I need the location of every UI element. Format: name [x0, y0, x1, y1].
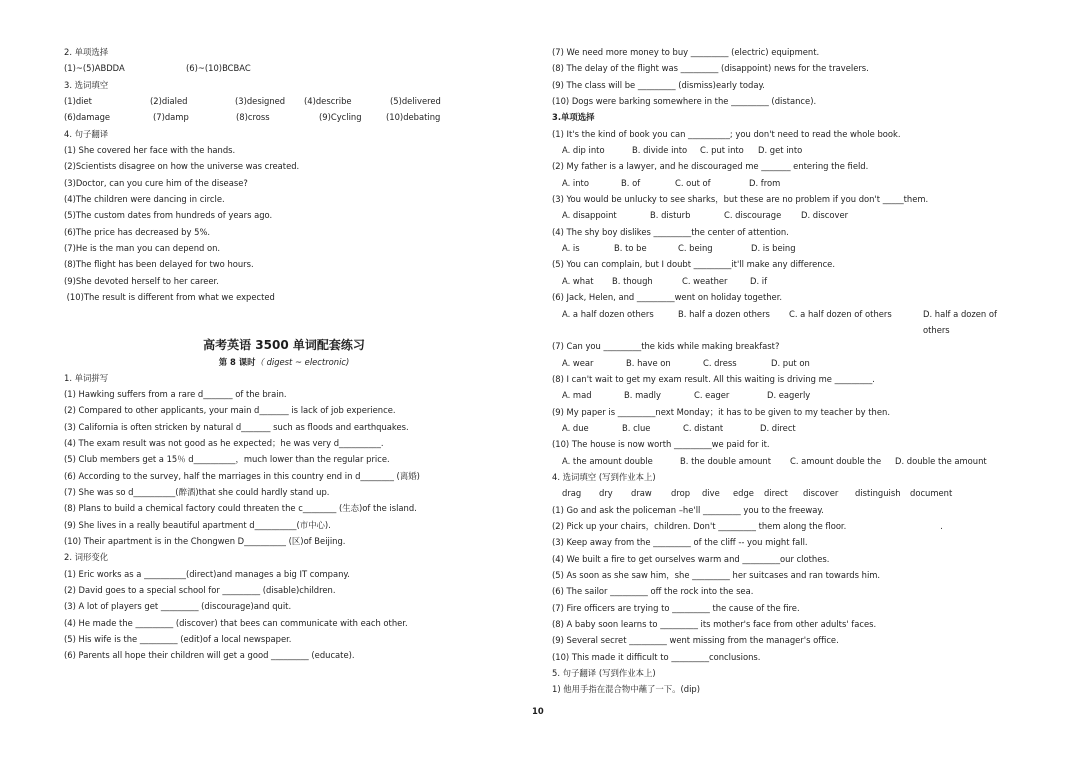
- option: C. a half dozen of others: [789, 308, 892, 319]
- exercise-line: (3) Keep away from the _________ of the cliff -- you might fall.: [552, 537, 808, 548]
- option: B. have on: [626, 357, 671, 368]
- exercise-line: (6) The sailor _________ off the rock into the sea.: [552, 586, 754, 597]
- exercise-line: (1) Hawking suffers from a rare d_______ of the brain.: [64, 388, 287, 399]
- option: B. divide into: [632, 145, 688, 156]
- word-bank: [552, 485, 1012, 501]
- exercise-line: (9) Several secret _________ went missing from the manager's office.: [552, 635, 839, 646]
- answer-line: (5)The custom dates from hundreds of years ago.: [64, 210, 273, 221]
- section-heading: 1. 单词拼写: [64, 372, 109, 383]
- right-column: [552, 44, 1012, 698]
- answer-cell: (8)cross: [236, 112, 270, 123]
- word-bank-item: dry: [599, 488, 613, 499]
- section-heading: 4. 句子翻译: [64, 128, 109, 139]
- exercise-line: (5) His wife is the _________ (edit)of a local newspaper.: [64, 634, 292, 644]
- exercise-line: 1) 他用手指在混合物中蘸了一下。(dip): [552, 684, 701, 695]
- question-line: (7) Can you _________the kids while making breakfast?: [552, 341, 780, 352]
- question-line: (1) It's the kind of book you can __________; you don't need to read the whole book.: [552, 128, 901, 139]
- answer-line: (3)Doctor, can you cure him of the disease?: [64, 177, 248, 188]
- option: C. amount double the: [790, 455, 882, 466]
- answer-line: (7)He is the man you can depend on.: [64, 243, 221, 254]
- option: A. the amount double: [562, 455, 653, 466]
- option: D. is being: [751, 243, 796, 254]
- exercise-line: (4) He made the _________ (discover) that bees can communicate with each other.: [64, 617, 408, 628]
- answer-line: (4)The children were dancing in circle.: [64, 194, 225, 205]
- answer-cell: (7)damp: [153, 112, 189, 123]
- word-range: （ digest ~ electronic): [255, 356, 350, 367]
- exercise-line: (8) A baby soon learns to _________ its mother's face from other adults' faces.: [552, 619, 877, 630]
- answer-cell: (5)delivered: [390, 96, 441, 107]
- word-bank-item: drop: [671, 488, 691, 499]
- answer-line: (9)She devoted herself to her career.: [64, 275, 219, 286]
- option: D. double the amount: [895, 455, 987, 466]
- option: A. into: [562, 177, 589, 188]
- section-heading: 4. 选词填空 (写到作业本上): [552, 471, 656, 482]
- option: D. put on: [771, 357, 810, 368]
- exercise-line: (2) David goes to a special school for _________ (disable)children.: [64, 584, 336, 595]
- options-row: [552, 207, 1012, 223]
- exercise-line: (1) Eric works as a __________(direct)and manages a big IT company.: [64, 568, 350, 579]
- word-bank-item: dive: [702, 488, 720, 499]
- exercise-line: (9) She lives in a really beautiful apartment d__________(市中心).: [64, 519, 331, 530]
- options-row: [552, 240, 1012, 256]
- option: A. wear: [562, 357, 594, 368]
- answer-line: (2)Scientists disagree on how the universe was created.: [64, 161, 300, 172]
- question-line: (2) My father is a lawyer, and he discouraged me _______ entering the field.: [552, 161, 869, 172]
- exercise-line: (4) The exam result was not good as he expected；he was very d__________.: [64, 437, 384, 448]
- answer-row: [64, 60, 464, 76]
- question-line: (4) The shy boy dislikes _________the center of attention.: [552, 226, 789, 237]
- exercise-line: (5) As soon as she saw him，she _________ her suitcases and ran towards him.: [552, 570, 881, 580]
- answer-cell: (9)Cycling: [319, 112, 362, 123]
- section-heading: 3. 选词填空: [64, 79, 109, 90]
- answer-cell: (3)designed: [235, 96, 286, 107]
- answer-row: [64, 109, 464, 125]
- answer-cell: (1)~(5)ABDDA: [64, 63, 125, 74]
- word-bank-item: discover: [803, 488, 839, 499]
- option: D. if: [750, 275, 768, 286]
- page-number: 10: [532, 706, 544, 716]
- lesson-subtitle: [134, 354, 434, 370]
- page-title: 高考英语 3500 单词配套练习: [203, 337, 365, 352]
- options-row: [552, 420, 1012, 436]
- word-bank-item: edge: [733, 488, 754, 499]
- option: B. the double amount: [680, 455, 771, 466]
- option: A. is: [562, 243, 580, 254]
- section-heading: 5. 句子翻译 (写到作业本上): [552, 668, 656, 679]
- option: D. half a dozen of others: [923, 308, 997, 335]
- answer-cell: (6)damage: [64, 112, 111, 123]
- exercise-line: (10) This made it difficult to _________conclusions.: [552, 651, 761, 662]
- exercise-line: (5) Club members get a 15％ d__________，much lower than the regular price.: [64, 454, 390, 465]
- option: D. from: [749, 177, 781, 188]
- answer-line: (8)The flight has been delayed for two hours.: [64, 259, 254, 270]
- option: A. dip into: [562, 145, 605, 156]
- exercise-line: (9) The class will be _________ (dismiss)early today.: [552, 79, 765, 90]
- exercise-line: (7) Fire officers are trying to _________ the cause of the fire.: [552, 602, 800, 613]
- option: B. clue: [622, 422, 651, 433]
- option: B. though: [612, 275, 653, 286]
- option: D. discover: [801, 210, 849, 221]
- answer-line: (6)The price has decreased by 5%.: [64, 226, 211, 237]
- answer-cell: (1)diet: [64, 96, 92, 107]
- option: D. eagerly: [767, 390, 811, 401]
- options-row: [552, 306, 1012, 339]
- word-bank-item: draw: [631, 488, 652, 499]
- question-line: (3) You would be unlucky to see sharks，but these are no problem if you don't _____them.: [552, 194, 929, 205]
- answer-cell: (6)~(10)BCBAC: [186, 63, 251, 74]
- option: A. disappoint: [562, 210, 617, 221]
- exercise-line: (8) The delay of the flight was _________ (disappoint) news for the travelers.: [552, 63, 869, 74]
- word-bank-item: direct: [764, 488, 788, 499]
- exercise-line: [552, 518, 1012, 534]
- word-bank-item: drag: [562, 488, 582, 499]
- options-row: [552, 387, 1012, 403]
- option: D. direct: [760, 422, 796, 433]
- options-row: [552, 355, 1012, 371]
- left-column: [64, 44, 464, 664]
- exercise-line: (2) Compared to other applicants, your main d_______ is lack of job experience.: [64, 405, 396, 416]
- option: B. half a dozen others: [678, 308, 770, 319]
- option: A. due: [562, 422, 589, 433]
- option: C. dress: [703, 357, 737, 368]
- word-bank-item: distinguish: [855, 488, 901, 499]
- option: A. a half dozen others: [562, 308, 654, 319]
- answer-row: [64, 93, 464, 109]
- answer-line: (10)The result is different from what we expected: [64, 292, 275, 303]
- exercise-line: (8) Plans to build a chemical factory could threaten the c________ (生态)of the island.: [64, 503, 417, 514]
- exercise-line: (1) Go and ask the policeman –he'll _________ you to the freeway.: [552, 504, 824, 515]
- option: A. mad: [562, 390, 592, 401]
- option: C. discourage: [724, 210, 782, 221]
- section-heading: 2. 单项选择: [64, 47, 109, 57]
- question-line: (8) I can't wait to get my exam result. All this waiting is driving me _________.: [552, 373, 875, 384]
- exercise-line: (4) We built a fire to get ourselves warm and _________our clothes.: [552, 553, 830, 564]
- exercise-line: (10) Their apartment is in the Chongwen D__________ (区)of Beijing.: [64, 535, 346, 546]
- section-heading: 2. 词形变化: [64, 552, 109, 563]
- option: C. distant: [683, 422, 724, 433]
- options-row: [552, 142, 1012, 158]
- option: B. madly: [624, 390, 661, 401]
- options-row: [552, 175, 1012, 191]
- exercise-line: (3) California is often stricken by natural d_______ such as floods and earthquakes.: [64, 421, 409, 432]
- option: B. disturb: [650, 210, 691, 221]
- exercise-line: (6) Parents all hope their children will get a good _________ (educate).: [64, 650, 355, 661]
- option: A. what: [562, 275, 594, 286]
- word-bank-item: document: [910, 488, 953, 499]
- exercise-line: (6) According to the survey, half the marriages in this country end in d________ (离婚): [64, 470, 420, 481]
- question-line: (10) The house is now worth _________we paid for it.: [552, 439, 770, 450]
- answer-line: (1) She covered her face with the hands.: [64, 145, 236, 156]
- exercise-line: (7) She was so d__________(醉酒)that she could hardly stand up.: [64, 486, 330, 497]
- option: C. weather: [682, 275, 728, 286]
- answer-cell: (10)debating: [386, 112, 441, 123]
- option: D. get into: [758, 145, 803, 156]
- exercise-line: (7) We need more money to buy _________ (electric) equipment.: [552, 47, 820, 57]
- answer-cell: (4)describe: [304, 96, 352, 107]
- option: B. to be: [614, 243, 647, 254]
- exercise-line: (3) A lot of players get _________ (discourage)and quit.: [64, 601, 292, 612]
- question-line: (5) You can complain, but I doubt _________it'll make any difference.: [552, 259, 835, 270]
- option: C. out of: [675, 177, 711, 188]
- question-line: (6) Jack, Helen, and _________went on holiday together.: [552, 292, 783, 303]
- options-row: [552, 273, 1012, 289]
- exercise-line: (10) Dogs were barking somewhere in the _________ (distance).: [552, 96, 817, 107]
- question-line: (9) My paper is _________next Monday；it has to be given to my teacher by then.: [552, 406, 890, 417]
- options-row: [552, 453, 1012, 469]
- option: B. of: [621, 177, 641, 188]
- exercise-text: (2) Pick up your chairs，children. Don't _________ them along the floor.: [552, 520, 847, 531]
- option: C. eager: [694, 390, 730, 401]
- lesson-number: 第 8 课时: [218, 356, 256, 367]
- option: C. being: [678, 243, 713, 254]
- lesson-header: [134, 336, 434, 370]
- answer-cell: (2)dialed: [150, 96, 188, 107]
- stray-mark: .: [940, 520, 943, 531]
- option: C. put into: [700, 145, 744, 156]
- section-heading: 3.单项选择: [552, 112, 595, 123]
